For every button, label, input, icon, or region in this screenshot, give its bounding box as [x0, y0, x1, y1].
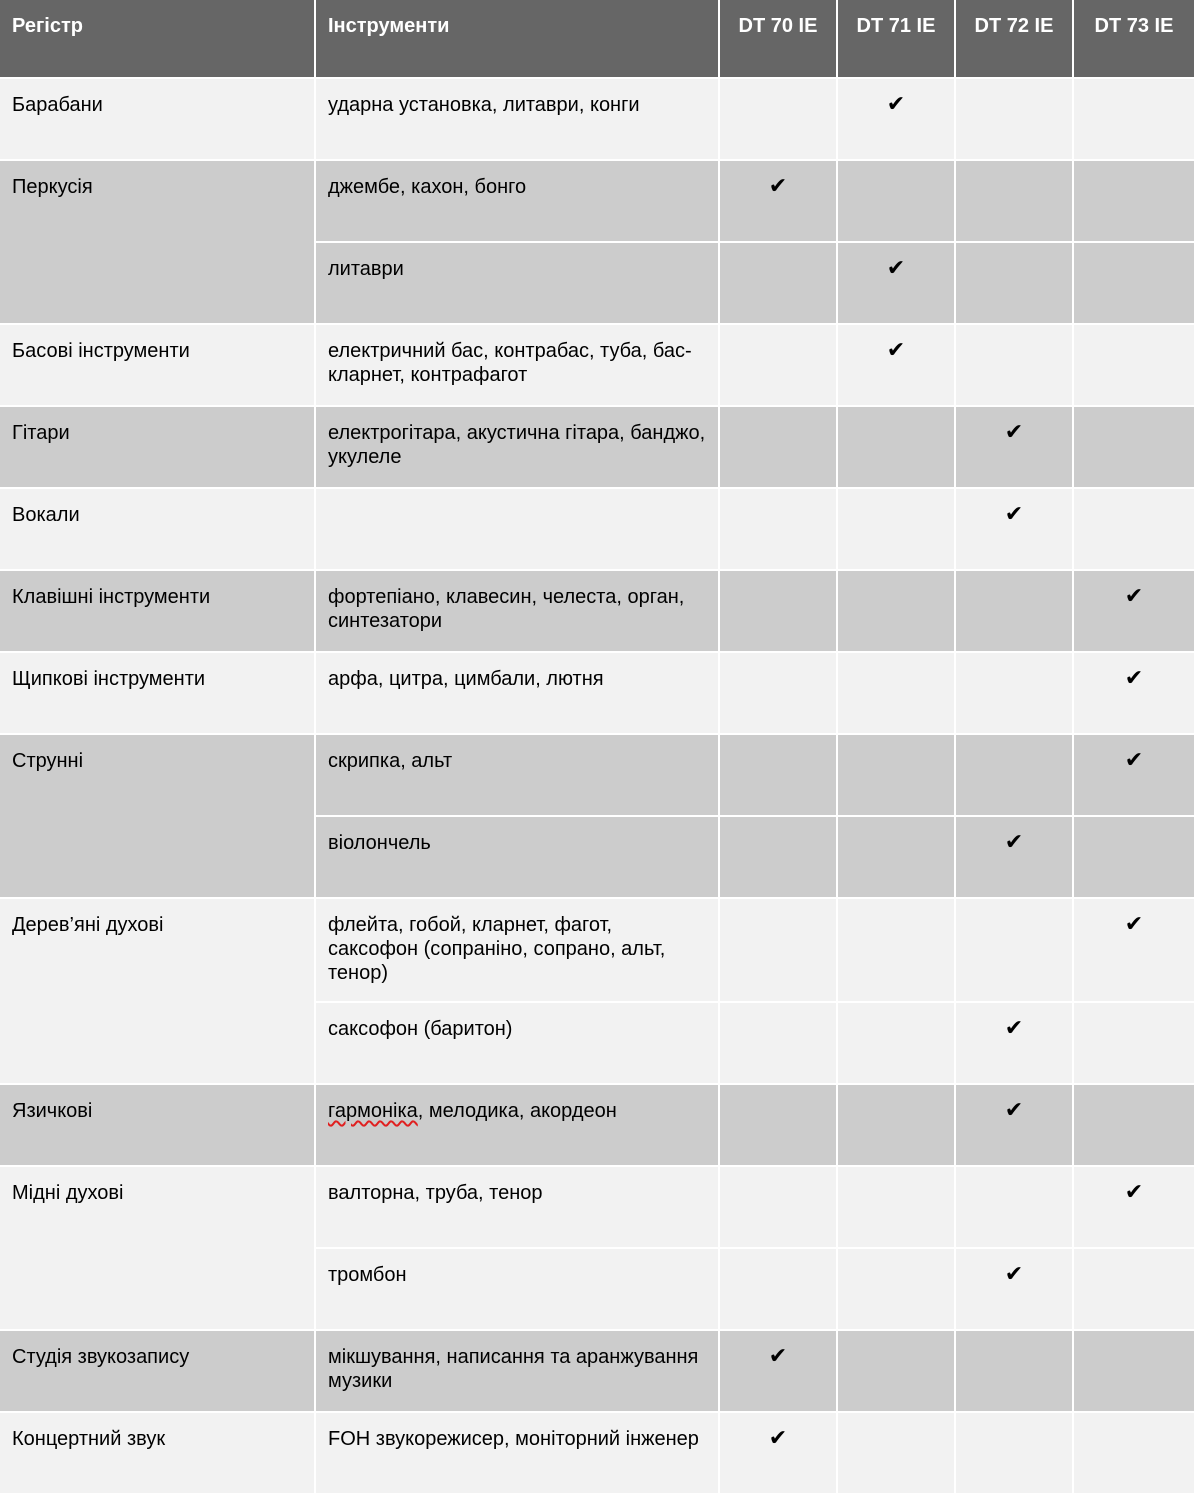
instruments-cell [315, 1084, 719, 1166]
table-row [0, 1084, 1194, 1166]
check-icon: ✔ [719, 1330, 837, 1412]
model-cell [837, 816, 955, 898]
check-icon: ✔ [955, 406, 1073, 488]
table-row [0, 734, 1194, 816]
model-cell [837, 652, 955, 734]
model-cell [719, 1084, 837, 1166]
model-cell [719, 406, 837, 488]
header-register: Регістр [0, 0, 315, 78]
model-cell [719, 734, 837, 816]
model-cell [1073, 324, 1194, 406]
model-cell [955, 570, 1073, 652]
model-cell [837, 1330, 955, 1412]
model-cell [719, 570, 837, 652]
model-cell [1073, 816, 1194, 898]
table-row [0, 1330, 1194, 1412]
check-icon: ✔ [837, 242, 955, 324]
model-cell [837, 1166, 955, 1248]
check-icon: ✔ [1073, 734, 1194, 816]
model-cell [837, 488, 955, 570]
model-cell [955, 652, 1073, 734]
header-model-dt72ie: DT 72 IE [955, 0, 1073, 78]
table-row [0, 160, 1194, 242]
model-cell [1073, 488, 1194, 570]
model-cell [1073, 1002, 1194, 1084]
instruments-cell: саксофон (баритон) [315, 1002, 719, 1084]
model-cell [1073, 406, 1194, 488]
instruments-cell: віолончель [315, 816, 719, 898]
register-cell: Мідні духові [0, 1166, 315, 1330]
model-cell [955, 1412, 1073, 1494]
register-cell: Гітари [0, 406, 315, 488]
check-icon: ✔ [1073, 570, 1194, 652]
spellcheck-underlined-word: гармоніка [328, 1100, 418, 1122]
instruments-cell: FOH звукорежисер, моніторний інженер [315, 1412, 719, 1494]
register-cell: Студія звукозапису [0, 1330, 315, 1412]
register-cell: Концертний звук [0, 1412, 315, 1494]
model-cell [955, 324, 1073, 406]
table-row [0, 1166, 1194, 1248]
register-cell: Щипкові інструменти [0, 652, 315, 734]
register-cell: Перкусія [0, 160, 315, 324]
model-cell [719, 324, 837, 406]
check-icon: ✔ [719, 160, 837, 242]
model-cell [837, 1412, 955, 1494]
table-row [0, 78, 1194, 160]
table-row [0, 324, 1194, 406]
header-model-dt73ie: DT 73 IE [1073, 0, 1194, 78]
instruments-cell: литаври [315, 242, 719, 324]
model-cell [837, 1248, 955, 1330]
table-row [0, 1412, 1194, 1494]
instruments-cell: мікшування, написання та аранжування музики [315, 1330, 719, 1412]
table-row [0, 652, 1194, 734]
instruments-cell: тромбон [315, 1248, 719, 1330]
instruments-cell: ударна установка, литаври, конги [315, 78, 719, 160]
check-icon: ✔ [955, 816, 1073, 898]
model-cell [955, 734, 1073, 816]
model-cell [837, 734, 955, 816]
register-cell: Язичкові [0, 1084, 315, 1166]
instruments-cell: валторна, труба, тенор [315, 1166, 719, 1248]
model-cell [719, 1166, 837, 1248]
model-cell [955, 242, 1073, 324]
model-cell [1073, 1248, 1194, 1330]
table-row [0, 570, 1194, 652]
register-cell: Басові інструменти [0, 324, 315, 406]
check-icon: ✔ [955, 488, 1073, 570]
check-icon: ✔ [719, 1412, 837, 1494]
instruments-cell: фортепіано, клавесин, челеста, орган, синтезатори [315, 570, 719, 652]
model-cell [837, 406, 955, 488]
table-row [0, 488, 1194, 570]
check-icon: ✔ [1073, 1166, 1194, 1248]
register-cell: Вокали [0, 488, 315, 570]
instruments-cell: флейта, гобой, кларнет, фагот, саксофон (сопраніно, сопрано, альт, тенор) [315, 898, 719, 1002]
check-icon: ✔ [837, 324, 955, 406]
instruments-cell: електрогітара, акустична гітара, банджо, укулеле [315, 406, 719, 488]
model-cell [719, 652, 837, 734]
model-cell [837, 1002, 955, 1084]
check-icon: ✔ [837, 78, 955, 160]
check-icon: ✔ [1073, 652, 1194, 734]
header-row [0, 0, 1194, 78]
model-cell [719, 488, 837, 570]
model-cell [955, 898, 1073, 1002]
model-cell [1073, 160, 1194, 242]
model-cell [719, 242, 837, 324]
model-cell [719, 78, 837, 160]
instruments-cell: джембе, кахон, бонго [315, 160, 719, 242]
check-icon: ✔ [955, 1002, 1073, 1084]
table-row [0, 898, 1194, 1002]
header-instruments: Інструменти [315, 0, 719, 78]
instruments-cell: електричний бас, контрабас, туба, бас-кларнет, контрафагот [315, 324, 719, 406]
header-model-dt70ie: DT 70 IE [719, 0, 837, 78]
model-cell [719, 898, 837, 1002]
check-icon: ✔ [955, 1084, 1073, 1166]
model-cell [955, 78, 1073, 160]
model-cell [837, 1084, 955, 1166]
instruments-text: , мелодика, акордеон [417, 1100, 617, 1122]
register-cell: Барабани [0, 78, 315, 160]
model-cell [1073, 1412, 1194, 1494]
register-cell: Струнні [0, 734, 315, 898]
model-cell [1073, 1330, 1194, 1412]
instruments-cell: скрипка, альт [315, 734, 719, 816]
instruments-cell: арфа, цитра, цимбали, лютня [315, 652, 719, 734]
check-icon: ✔ [955, 1248, 1073, 1330]
model-cell [837, 898, 955, 1002]
model-cell [719, 1248, 837, 1330]
register-cell: Клавішні інструменти [0, 570, 315, 652]
model-cell [1073, 242, 1194, 324]
instruments-cell [315, 488, 719, 570]
model-cell [955, 1166, 1073, 1248]
model-cell [1073, 78, 1194, 160]
register-cell: Дерев’яні духові [0, 898, 315, 1084]
model-cell [1073, 1084, 1194, 1166]
table-row [0, 406, 1194, 488]
header-model-dt71ie: DT 71 IE [837, 0, 955, 78]
model-cell [719, 1002, 837, 1084]
model-cell [955, 1330, 1073, 1412]
model-cell [719, 816, 837, 898]
model-cell [955, 160, 1073, 242]
check-icon: ✔ [1073, 898, 1194, 1002]
model-cell [837, 160, 955, 242]
model-cell [837, 570, 955, 652]
